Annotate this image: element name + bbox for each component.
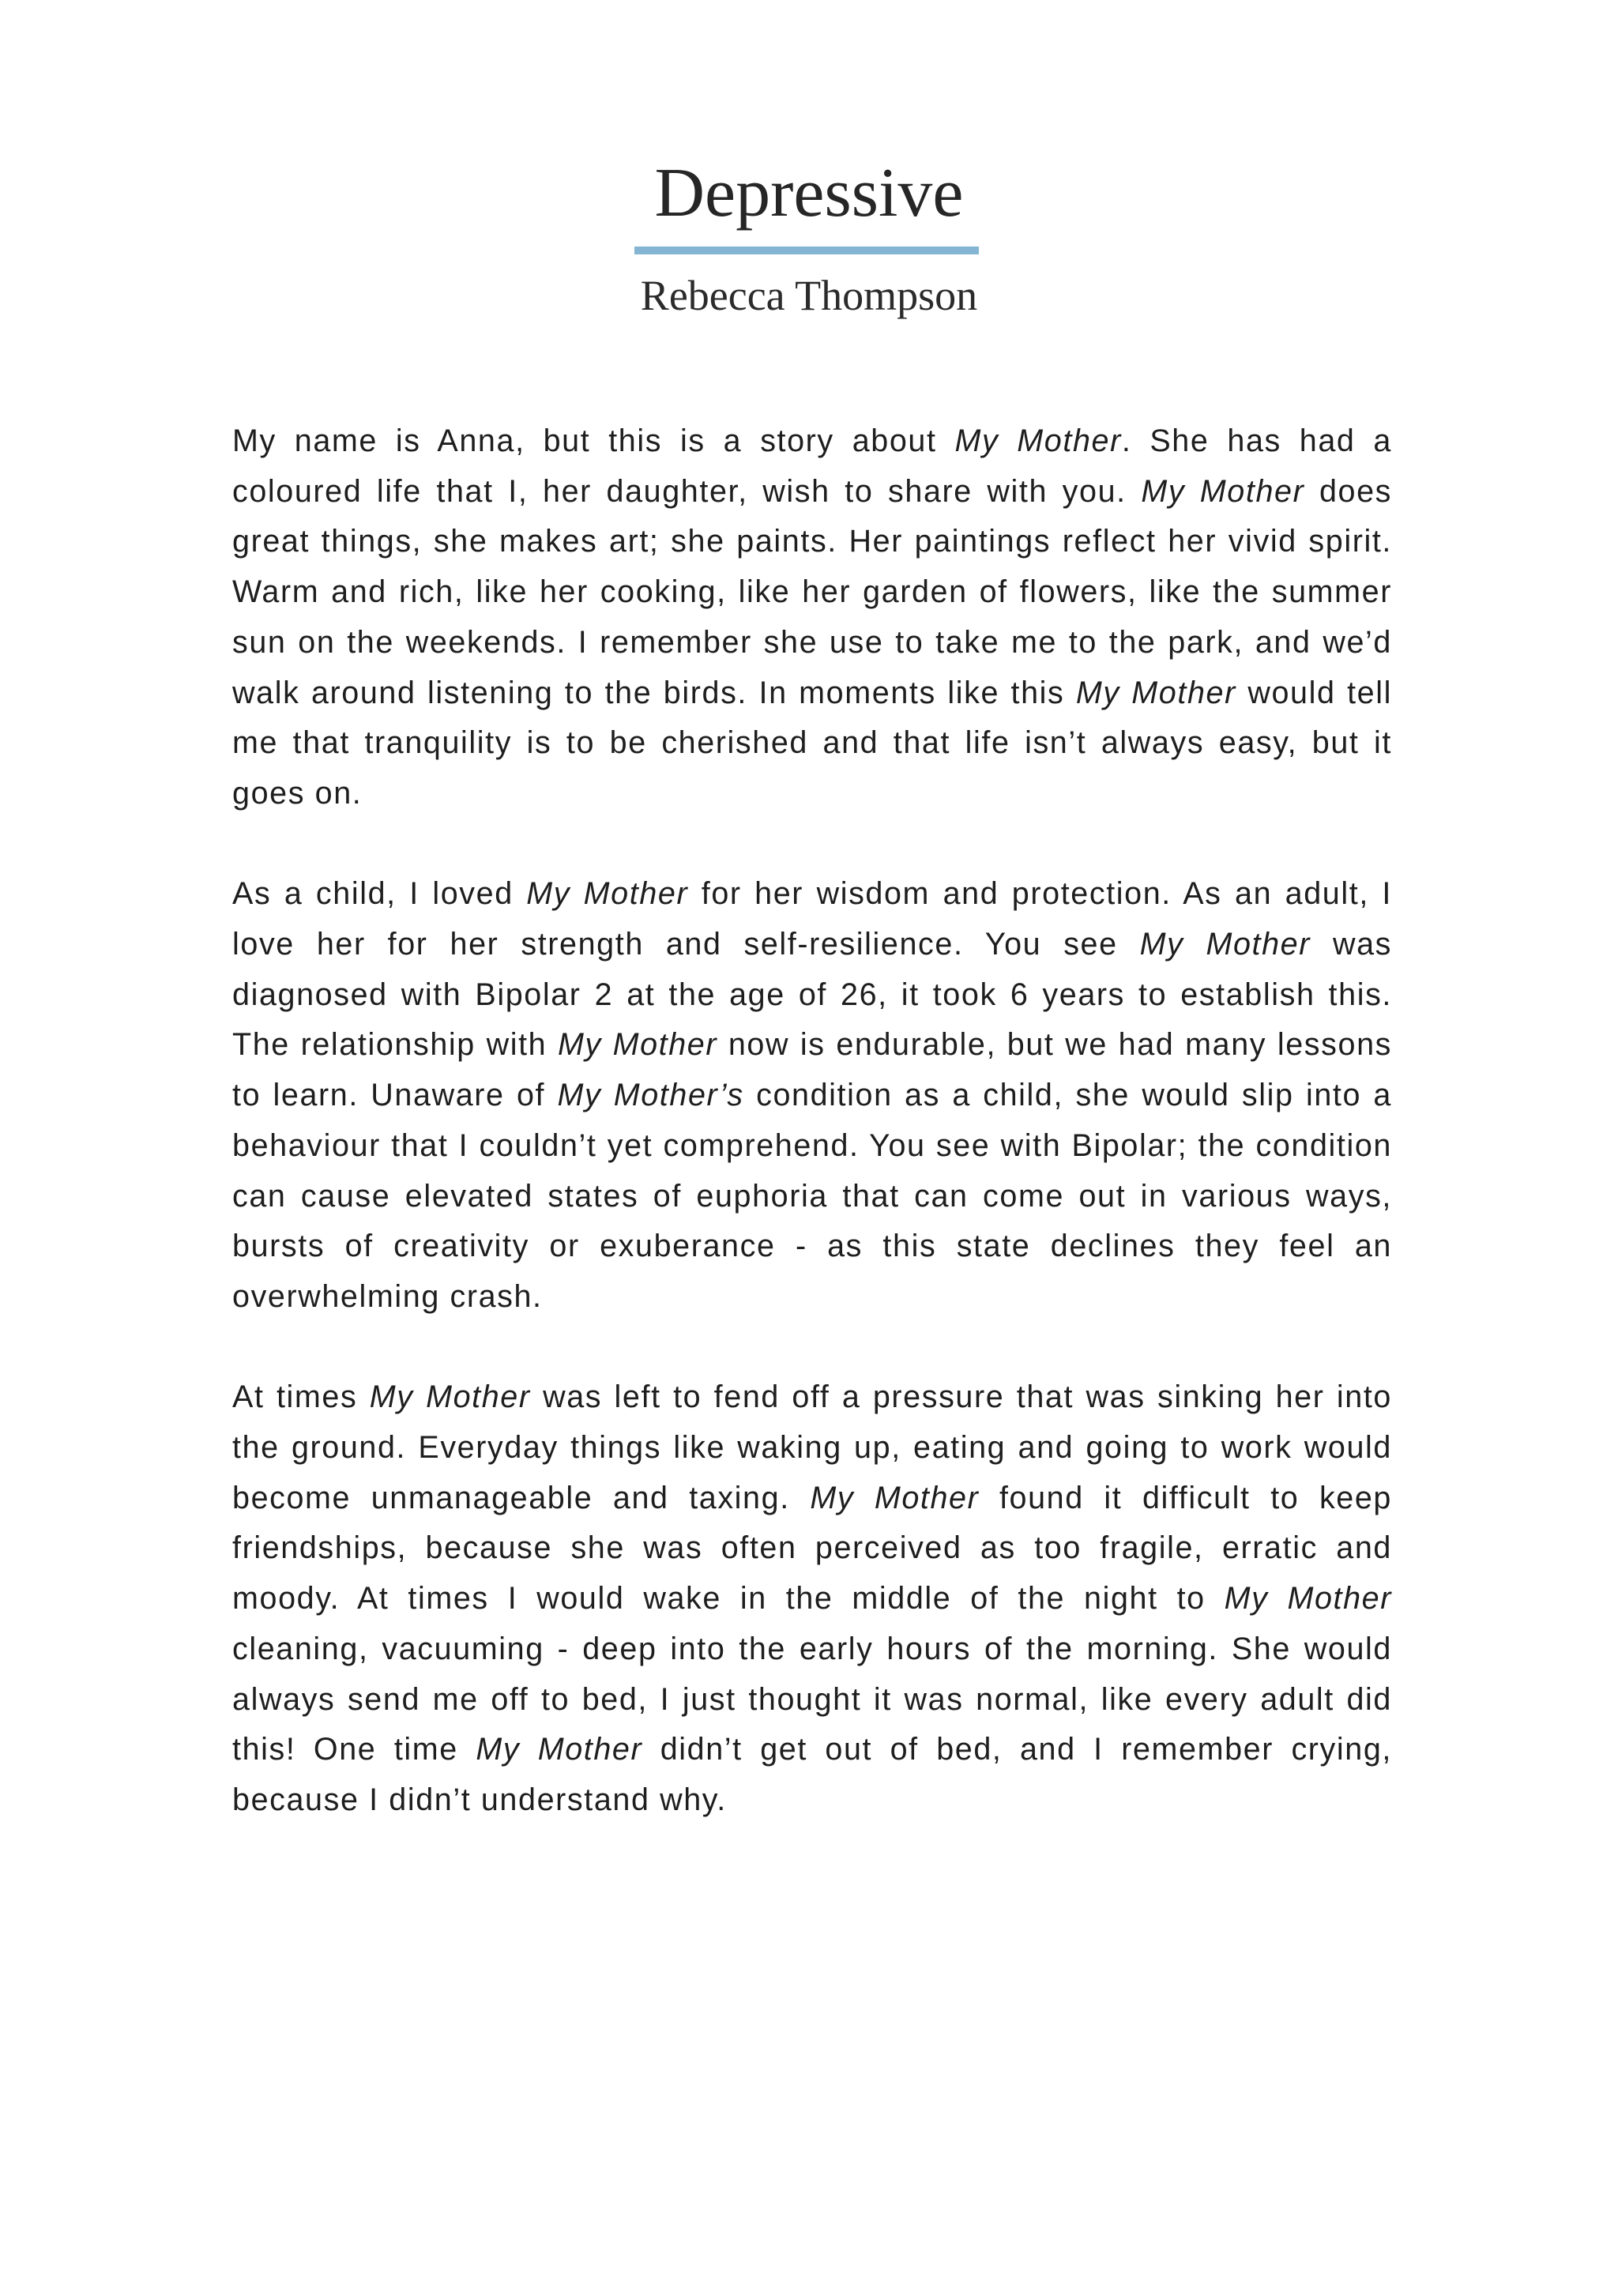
document-author: Rebecca Thompson (640, 272, 978, 319)
italic-phrase: My Mother (1141, 473, 1305, 509)
text-run: cleaning, vacuuming - deep into the early hours of the morning. She would always send me off to bed, I just thought it was normal, like every adult did this! One time (232, 1631, 1392, 1767)
italic-phrase: My Mother (1139, 927, 1311, 962)
text-run: would tell me that tranquility is to be cherished and that life isn’t always easy, but it goes on. (232, 675, 1392, 811)
italic-phrase: My Mother (1075, 675, 1236, 710)
text-run: was diagnosed with Bipolar 2 at the age of 26, it took 6 years to establish this. The relationship with (232, 927, 1392, 1063)
italic-phrase: My Mother (476, 1732, 643, 1767)
italic-phrase: My Mother (557, 1027, 718, 1063)
story-body (232, 416, 1392, 1876)
italic-phrase: My Mother (369, 1379, 531, 1415)
italic-phrase: My Mother (954, 423, 1122, 458)
italic-phrase: My Mother (810, 1480, 980, 1515)
text-run: for her wisdom and protection. As an adult, I love her for her strength and self-resilience. You see (232, 876, 1392, 962)
story-paragraph-2 (232, 869, 1392, 1322)
title-underline (634, 247, 979, 254)
italic-phrase: My Mother’s (557, 1078, 744, 1113)
text-run: was left to fend off a pressure that was sinking her into the ground. Everyday things like waking up, eating and going to work would become unmanageable and taxing. (232, 1379, 1392, 1515)
story-paragraph-1 (232, 416, 1392, 819)
text-run: At times (232, 1379, 370, 1415)
document-title: Depressive (654, 155, 964, 231)
text-run: didn’t get out of bed, and I remember crying, because I didn’t understand why. (232, 1732, 1392, 1817)
text-run: does great things, she makes art; she paints. Her paintings reflect her vivid spirit. Warm and rich, like her cooking, like her garden of flowers, like the summer sun on the weekends. I remember she use to take me to the park, and we’d walk around listening to the birds. In moments like this (232, 473, 1392, 710)
text-run: . She has had a coloured life that I, her daughter, wish to share with you. (232, 423, 1393, 509)
italic-phrase: My Mother (1224, 1581, 1392, 1617)
text-run: now is endurable, but we had many lessons to learn. Unaware of (232, 1027, 1392, 1113)
text-run: condition as a child, she would slip into a behaviour that I couldn’t yet comprehend. You see with Bipolar; the condition can cause elevated states of euphoria that can come out in various ways, bursts of creativity or exuberance - as this state declines they feel an overwhelming crash. (232, 1078, 1392, 1314)
text-run: My name is Anna, but this is a story about (232, 423, 955, 458)
story-paragraph-3 (232, 1372, 1392, 1825)
italic-phrase: My Mother (526, 876, 689, 912)
text-run: found it difficult to keep friendships, because she was often perceived as too fragile, erratic and moody. At times I would wake in the middle of the night to (232, 1480, 1392, 1617)
text-run: As a child, I loved (232, 876, 527, 912)
